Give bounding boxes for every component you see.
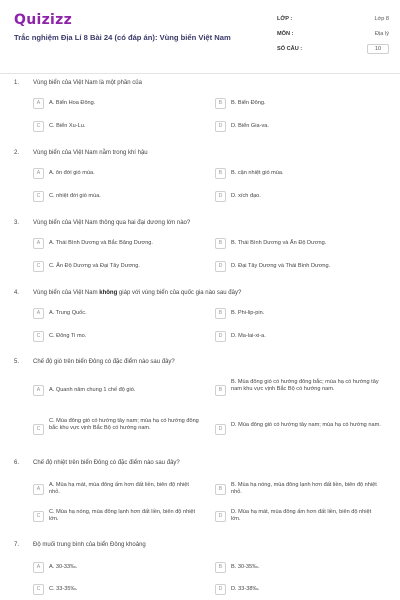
option-text: D. Đại Tây Dương và Thái Bình Dương. — [231, 263, 331, 269]
option-letter: D — [215, 121, 226, 132]
option-letter: C — [33, 191, 44, 202]
option-text: D. Mùa hạ mát, mùa đông ấm hơn đất liền, biên độ nhiệt lớn. — [231, 509, 372, 523]
question-number: 4. — [14, 290, 20, 296]
option-letter: B — [215, 98, 226, 109]
question-number: 7. — [14, 542, 20, 548]
meta-grade-value: Lớp 8 — [374, 16, 389, 22]
question-text-after: giáp với vùng biển của quốc gia nào sau đây? — [117, 290, 242, 296]
option-text: C. Mùa đông gió có hướng tây nam; mùa hạ có hướng đông bắc khu vực vịnh Bắc Bộ có hướng nam. — [49, 418, 199, 432]
question-number: 3. — [14, 220, 20, 226]
option-letter: A — [33, 308, 44, 319]
question-text-emphasis: không — [99, 290, 118, 296]
option-letter: C — [33, 584, 44, 595]
option-letter: D — [215, 261, 226, 272]
option-letter: C — [33, 511, 44, 522]
option-letter: C — [33, 261, 44, 272]
document-header — [0, 0, 400, 72]
option-letter: B — [215, 308, 226, 319]
option-letter: A — [33, 238, 44, 249]
option-text: A. ôn đới gió mùa. — [49, 170, 95, 176]
option-letter: C — [33, 331, 44, 342]
quizizz-logo[interactable]: Quizizz — [14, 12, 73, 28]
option-letter: C — [33, 424, 44, 435]
question-number: 6. — [14, 460, 20, 466]
meta-subject-key: MÔN : — [277, 31, 294, 37]
option-text: A. 30-33‰. — [49, 564, 78, 570]
option-text: D. 33-38‰. — [231, 586, 260, 592]
option-text: B. Mùa hạ nóng, mùa đông lạnh hơn đất liền, biên độ nhiệt nhỏ. — [231, 482, 377, 496]
option-letter: D — [215, 191, 226, 202]
option-text: B. Biển Đông. — [231, 100, 266, 106]
question-number: 2. — [14, 150, 20, 156]
meta-grade-key: LỚP : — [277, 16, 293, 22]
option-text: B. Mùa đông gió có hướng đông bắc; mùa hạ có hướng tây nam khu vực vịnh Bắc Bộ có hướng nam. — [231, 379, 379, 393]
option-text: A. Biển Hoa Đông. — [49, 100, 96, 106]
option-text: D. Ma-lai-xi-a. — [231, 333, 266, 339]
option-text: C. Đông Ti mo. — [49, 333, 87, 339]
option-letter: C — [33, 121, 44, 132]
option-text: B. Phi-lip-pin. — [231, 310, 265, 316]
question-text — [33, 290, 241, 296]
question-number: 5. — [14, 359, 20, 365]
meta-count-key: SỐ CÂU : — [277, 46, 303, 52]
option-letter: D — [215, 584, 226, 595]
option-text: A. Trung Quốc. — [49, 310, 87, 316]
question-number: 1. — [14, 80, 20, 86]
option-text: D. Mùa đông gió có hướng tây nam; mùa hạ có hướng nam. — [231, 422, 381, 428]
option-text: B. cận nhiệt gió mùa. — [231, 170, 284, 176]
document-title: Trắc nghiệm Địa Lí 8 Bài 24 (có đáp án): Vùng biển Việt Nam — [14, 33, 231, 42]
meta-count — [277, 44, 389, 56]
option-text: C. Ấn Độ Dương và Đại Tây Dương. — [49, 263, 140, 269]
option-text: C. nhiệt đới gió mùa. — [49, 193, 101, 199]
meta-subject-value: Địa lý — [375, 31, 389, 37]
option-text: B. Thái Bình Dương và Ấn Độ Dương. — [231, 240, 327, 246]
option-text: A. Quanh năm chung 1 chế độ gió. — [49, 387, 136, 393]
option-letter: D — [215, 511, 226, 522]
option-letter: A — [33, 484, 44, 495]
option-text: A. Mùa hạ mát, mùa đông ấm hơn đất liền, biên độ nhiệt nhỏ. — [49, 482, 189, 496]
option-text: D. xích đạo. — [231, 193, 261, 199]
meta-grade — [277, 14, 389, 26]
option-letter: B — [215, 238, 226, 249]
question-text: Vùng biển của Việt Nam thông qua hai đại dương lớn nào? — [33, 220, 191, 226]
question-text: Chế độ nhiệt trên biển Đông có đặc điểm nào sau đây? — [33, 460, 180, 466]
option-text: C. 33-35‰. — [49, 586, 78, 592]
question-text: Độ muối trung bình của biển Đông khoảng — [33, 542, 146, 548]
question-text: Chế độ gió trên biển Đông có đặc điểm nào sau đây? — [33, 359, 175, 365]
option-letter: A — [33, 385, 44, 396]
option-text: B. 30-35‰. — [231, 564, 260, 570]
option-letter: B — [215, 562, 226, 573]
option-letter: A — [33, 98, 44, 109]
option-letter: D — [215, 331, 226, 342]
option-letter: B — [215, 484, 226, 495]
option-text: C. Biển Xu-Lu. — [49, 123, 86, 129]
meta-subject — [277, 29, 389, 41]
option-letter: D — [215, 424, 226, 435]
option-text: D. Biển Gia-va. — [231, 123, 269, 129]
question-text: Vùng biển của Việt Nam nằm trong khí hậu — [33, 150, 148, 156]
meta-count-value: 10 — [367, 44, 389, 54]
question-text-before: Vùng biển của Việt Nam — [33, 290, 100, 296]
header-divider — [0, 73, 400, 74]
option-letter: A — [33, 562, 44, 573]
option-letter: A — [33, 168, 44, 179]
option-text: A. Thái Bình Dương và Bắc Băng Dương. — [49, 240, 153, 246]
question-text: Vùng biển của Việt Nam là một phần của — [33, 80, 142, 86]
option-letter: B — [215, 385, 226, 396]
option-letter: B — [215, 168, 226, 179]
option-text: C. Mùa hạ nóng, mùa đông lạnh hơn đất liền, biên độ nhiệt lớn. — [49, 509, 196, 523]
